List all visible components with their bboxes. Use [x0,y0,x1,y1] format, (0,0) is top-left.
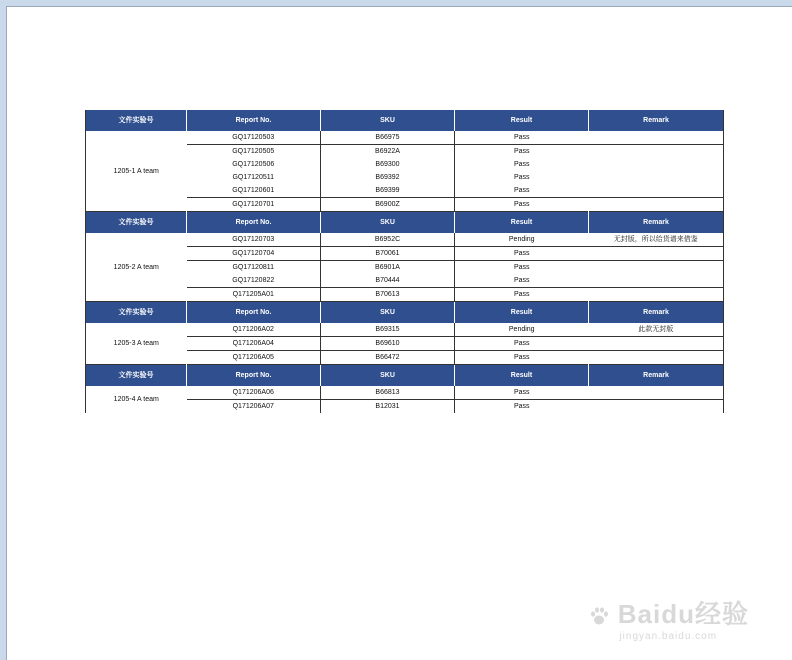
header-row [86,110,724,131]
header-row [86,302,724,324]
group-block [86,302,724,365]
remark-cell[interactable] [589,386,724,400]
team-cell[interactable]: 1205-2 A team [113,263,159,271]
watermark-text: Baidu经验 [617,599,749,629]
report-cell[interactable]: GQ17120701 [187,198,321,212]
remark-cell[interactable] [589,171,724,184]
remark-cell[interactable] [589,145,724,159]
sku-cell[interactable]: B6900Z [321,198,455,212]
result-cell[interactable]: Pass [513,187,530,194]
header-sku: SKU [321,110,455,131]
team-cell[interactable]: 1205-1 A team [113,167,159,175]
report-cell[interactable]: Q171206A07 [187,400,321,414]
sku-cell[interactable]: B69300 [321,158,455,171]
worksheet-page [6,6,792,660]
header-row [86,365,724,387]
table-row[interactable] [86,131,724,145]
report-cell[interactable]: GQ17120601 [232,187,275,194]
remark-cell[interactable] [589,158,724,171]
header-doc-number: 文件实验号 [86,212,187,234]
header-remark: Remark [589,212,724,234]
header-result: Result [455,110,589,131]
baidu-watermark [588,594,749,642]
watermark-url: jingyan.baidu.com [619,631,718,642]
remark-cell[interactable] [589,337,724,351]
remark-cell[interactable]: 无封版，所以给货谱来借鉴 [613,236,698,243]
header-remark: Remark [589,302,724,324]
result-cell[interactable]: Pass [455,247,589,261]
report-cell[interactable]: GQ17120703 [232,236,275,243]
sku-cell[interactable]: B69315 [321,323,455,337]
header-doc-number: 文件实验号 [86,302,187,324]
sku-cell[interactable]: B66813 [321,386,455,400]
header-doc-number: 文件实验号 [86,365,187,387]
header-report-no: Report No. [187,212,321,234]
remark-cell[interactable] [589,131,724,145]
sku-cell[interactable]: B66975 [321,131,455,145]
result-cell[interactable]: Pass [455,288,589,302]
header-remark: Remark [589,365,724,387]
group-block [86,365,724,414]
header-result: Result [455,212,589,234]
remark-cell[interactable] [589,198,724,212]
sku-cell[interactable]: B69610 [321,337,455,351]
group-block [86,212,724,302]
result-cell[interactable]: Pass [455,400,589,414]
watermark-logo [588,594,749,631]
header-result: Result [455,365,589,387]
report-cell[interactable]: Q171206A04 [187,337,321,351]
remark-cell[interactable] [589,261,724,275]
report-cell[interactable]: Q171206A05 [187,351,321,365]
result-cell[interactable]: Pass [513,174,530,181]
result-cell[interactable]: Pass [513,277,530,284]
header-sku: SKU [321,302,455,324]
report-cell[interactable]: Q171206A02 [232,326,274,333]
report-cell[interactable]: GQ17120822 [232,277,275,284]
remark-cell[interactable] [589,400,724,414]
sku-cell[interactable]: B70613 [321,288,455,302]
paw-icon [588,605,610,627]
results-table [85,110,724,413]
team-cell[interactable]: 1205-3 A team [113,340,159,347]
result-cell[interactable]: Pending [508,236,535,243]
header-sku: SKU [321,212,455,234]
report-cell[interactable]: GQ17120506 [232,161,275,168]
header-report-no: Report No. [187,110,321,131]
sku-cell[interactable]: B66472 [321,351,455,365]
remark-cell[interactable] [589,184,724,198]
remark-cell[interactable] [589,288,724,302]
header-sku: SKU [321,365,455,387]
header-doc-number: 文件实验号 [86,110,187,131]
sku-cell[interactable]: B6922A [321,145,455,159]
sku-cell[interactable]: B6952C [321,233,455,247]
result-cell[interactable]: Pass [513,161,530,168]
result-cell[interactable]: Pass [455,198,589,212]
team-cell[interactable]: 1205-4 A team [113,396,159,403]
report-cell[interactable]: GQ17120511 [232,174,274,181]
remark-cell[interactable] [589,274,724,288]
table-row[interactable] [86,233,724,247]
result-cell[interactable]: Pass [455,145,589,159]
result-cell[interactable]: Pass [455,261,589,275]
sku-cell[interactable]: B70444 [321,274,455,288]
report-cell[interactable]: GQ17120704 [187,247,321,261]
header-remark: Remark [589,110,724,131]
table-row[interactable] [86,386,724,400]
result-cell[interactable]: Pass [455,351,589,365]
sku-cell[interactable]: B69399 [321,184,455,198]
header-result: Result [455,302,589,324]
sku-cell[interactable]: B6901A [321,261,455,275]
table-row[interactable] [86,323,724,337]
remark-cell[interactable]: 此款无封版 [638,326,674,333]
sku-cell[interactable]: B69392 [321,171,455,184]
report-cell[interactable]: Q171206A06 [232,389,274,396]
remark-cell[interactable] [589,351,724,365]
remark-cell[interactable] [589,247,724,261]
sku-cell[interactable]: B12031 [321,400,455,414]
result-cell[interactable]: Pass [513,389,530,396]
header-report-no: Report No. [187,302,321,324]
report-cell[interactable]: GQ17120811 [187,261,321,275]
report-cell[interactable]: GQ17120505 [187,145,321,159]
sku-cell[interactable]: B70061 [321,247,455,261]
group-block [86,110,724,212]
report-cell[interactable]: Q171205A01 [187,288,321,302]
result-cell[interactable]: Pass [455,337,589,351]
result-cell[interactable]: Pass [513,134,530,141]
header-report-no: Report No. [187,365,321,387]
result-cell[interactable]: Pending [508,326,535,333]
results-table-area [85,110,723,413]
report-cell[interactable]: GQ17120503 [232,134,275,141]
header-row [86,212,724,234]
